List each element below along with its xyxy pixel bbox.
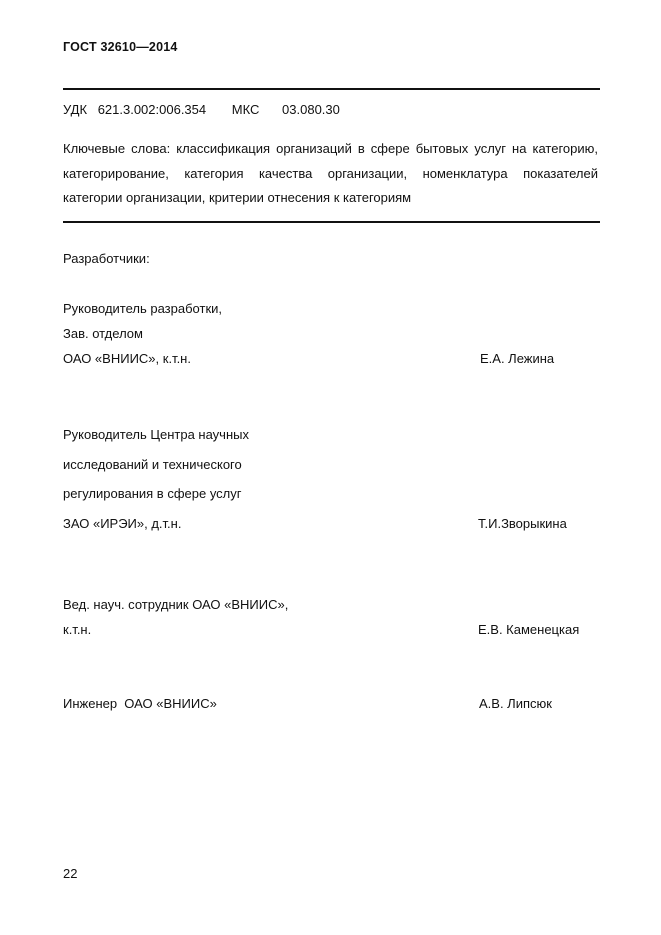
developer-3-name: Е.В. Каменецкая — [478, 622, 580, 637]
developer-2-title-line-1: Руководитель Центра научных — [63, 427, 249, 442]
developer-1-title-line-2: Зав. отделом — [63, 326, 143, 341]
document-header: ГОСТ 32610—2014 — [63, 40, 178, 54]
udk-label: УДК — [63, 102, 88, 117]
udk-value: 621.3.002:006.354 — [97, 102, 207, 117]
developer-3-title-line-1: Вед. науч. сотрудник ОАО «ВНИИС», — [63, 597, 289, 612]
top-divider — [63, 88, 600, 90]
developers-heading: Разработчики: — [63, 251, 150, 266]
classification-line — [63, 102, 340, 117]
developer-1-title-line-3: ОАО «ВНИИС», к.т.н. — [63, 351, 191, 366]
developer-2-name: Т.И.Зворыкина — [478, 516, 567, 531]
keywords-paragraph: Ключевые слова: классификация организаций в сфере бытовых услуг на категорию, категорирование, категория качества организации, номенклатура показателей категории организации, критерии отнесения к категориям — [63, 141, 598, 205]
developer-1-title-line-1: Руководитель разработки, — [63, 301, 223, 316]
page-number: 22 — [63, 866, 78, 881]
bottom-divider — [63, 221, 600, 223]
developer-4-title-line-1: Инженер ОАО «ВНИИС» — [63, 696, 217, 711]
developer-2-title-line-2: исследований и технического — [63, 457, 242, 472]
developer-2-title-line-4: ЗАО «ИРЭИ», д.т.н. — [63, 516, 182, 531]
developer-1-name: Е.А. Лежина — [480, 351, 555, 366]
developer-2-title-line-3: регулирования в сфере услуг — [63, 486, 242, 501]
mks-value: 03.080.30 — [282, 102, 340, 117]
mks-label: МКС — [231, 102, 260, 117]
developer-3-title-line-2: к.т.н. — [63, 622, 92, 637]
developer-4-name: А.В. Липсюк — [479, 696, 552, 711]
